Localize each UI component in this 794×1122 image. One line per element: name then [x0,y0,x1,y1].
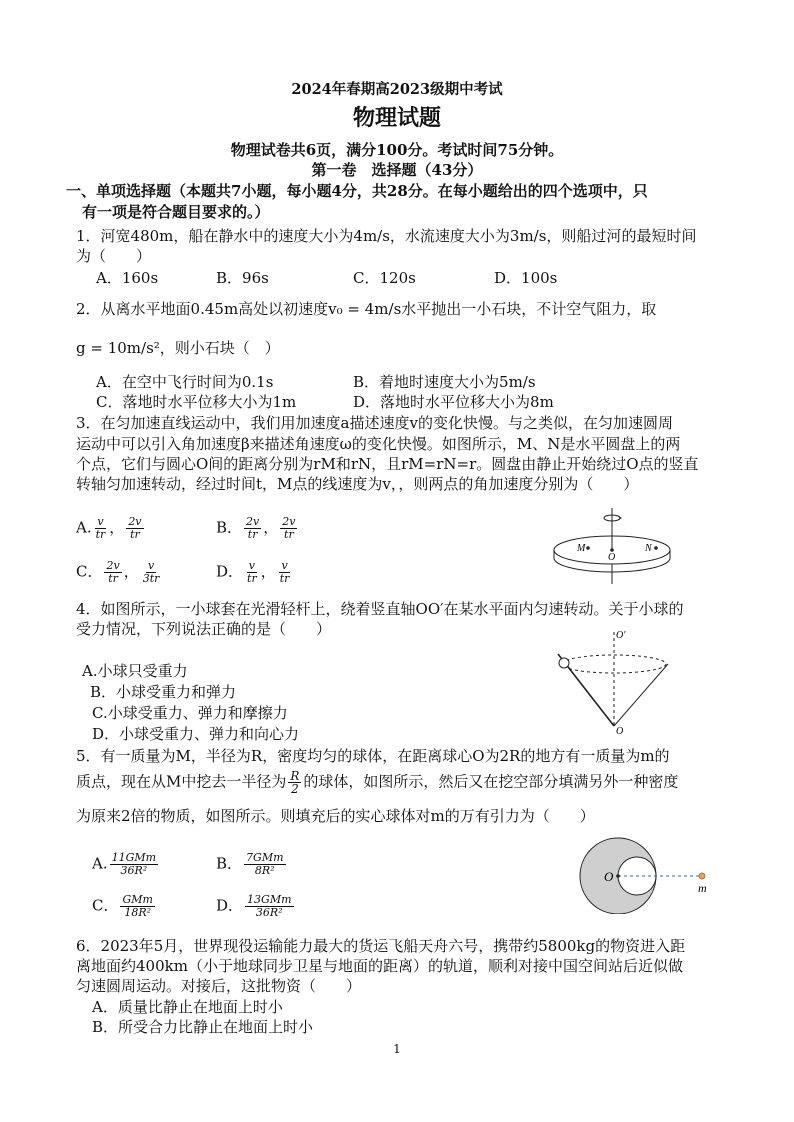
q1-stem: 1．河宽480m，船在静水中的速度大小为4m/s，水流速度大小为3m/s，则船过河的最短时间 [76,227,697,245]
q3-stem-cont3: 转轴匀加速转动，经过时间t，M点的线速度为v，，则两点的角加速度分别为（ ） [76,475,639,493]
q5-option-a: A. $\frac{\text{11GMm}}{\text{36R²}}$ [92,851,157,877]
mass-point-label: m [698,881,707,895]
q4-stem: 4．如图所示，一小球套在光滑轻杆上，绕着竖直轴OO′在某水平面内匀速转动。关于小球的 [76,600,684,618]
q2-option-a: A．在空中飞行时间为0.1s [96,373,274,391]
q6-stem: 6．2023年5月，世界现役运输能力最大的货运飞船天舟六号，携带约5800kg的物资进入距 [76,937,686,955]
fraction-r-over-2: $\frac{R}{2}$ [290,769,300,796]
point-n-label: N [645,543,652,554]
q5-option-c: C． $\frac{\text{GMm}}{\text{18R²}}$ [92,893,153,919]
axis-top-label: O′ [616,630,626,641]
q3-stem-cont1: 运动中可以引入角加速度β来描述角速度ω的变化快慢。如图所示，M、N是水平圆盘上的两 [76,435,681,453]
q4-option-d: D．小球受重力、弹力和向心力 [92,725,300,743]
q4-option-c: C.小球受重力、弹力和摩擦力 [92,704,288,722]
q3-option-c: C． $\frac{2v}{tr}$ ， $\frac{v}{3tr}$ [76,559,160,585]
q6-stem-cont2: 匀速圆周运动。对接后，这批物资（ ） [76,977,362,995]
q2-option-b: B．着地时速度大小为5m/s [353,373,536,391]
q3-option-b: B． $\frac{2v}{tr}$ ， $\frac{2v}{tr}$ [216,515,296,541]
q1-stem-cont: 为（ ） [76,247,152,265]
q3-option-a: A. $\frac{v}{tr}$ ， $\frac{2v}{tr}$ [76,515,142,541]
q2-option-d: D．落地时水平位移大小为8m [353,393,554,411]
q3-stem-cont2: 个点，它们与圆心O间的距离分别为rM和rN，且rM=rN=r。圆盘由静止开始绕过O点的竖直 [76,455,699,473]
q1-option-c: C．120s [353,269,416,287]
q2-option-c: C．落地时水平位移大小为1m [96,393,297,411]
subject-title: 物理试题 [352,105,441,131]
q5-stem-cont2: 为原来2倍的物质，如图所示。则填充后的实心球体对m的万有引力为（ ） [76,807,595,825]
part-title: 第一卷 选择题（43分） [311,161,483,179]
page-number: 1 [393,1042,401,1056]
exam-info: 物理试卷共6页，满分100分。考试时间75分钟。 [230,141,564,159]
q4-option-a: A.小球只受重力 [82,662,188,680]
section-title-cont: 有一项是符合题目要求的。） [82,203,270,221]
q1-option-d: D．100s [494,269,558,287]
q4-option-b: B．小球受重力和弹力 [90,683,237,701]
q1-option-b: B．96s [216,269,269,287]
section-title: 一、单项选择题（本题共7小题，每小题4分，共28分。在每小题给出的四个选项中，只 [66,182,648,200]
q6-option-b: B．所受合力比静止在地面上时小 [92,1018,314,1036]
hollowed-sphere-figure [574,834,714,914]
q5-stem-cont1: 质点，现在从M中挖去一半径为 $\frac{R}{2}$ 的球体，如图所示，然后又在挖空部分填满另外一种密度 [76,769,679,796]
q1-option-a: A．160s [96,269,159,287]
rotating-disc-figure [552,506,682,586]
exam-title: 2024年春期高2023级期中考试 [291,81,503,98]
axis-bottom-label: O [616,726,624,737]
q3-stem: 3．在匀加速直线运动中，我们用加速度a描述速度v的变化快慢。与之类似，在匀加速圆周 [76,414,673,432]
q5-stem: 5．有一质量为M，半径为R，密度均匀的球体，在距离球心O为2R的地方有一质量为m的 [76,747,670,765]
q5-option-d: D． $\frac{\text{13GMm}}{\text{36R²}}$ [216,893,292,919]
point-o-label: O [608,552,616,563]
cone-rod-figure [552,626,682,738]
q3-option-d: D． $\frac{v}{tr}$ ， $\frac{v}{tr}$ [216,559,290,585]
q2-stem-cont: g = 10m/s²，则小石块（ ） [76,339,280,357]
sphere-center-label: O [604,869,614,884]
q6-option-a: A．质量比静止在地面上时小 [92,998,283,1016]
q6-stem-cont1: 离地面约400km（小于地球同步卫星与地面的距离）的轨道，顺利对接中国空间站后近似做 [76,957,683,975]
q4-stem-cont: 受力情况，下列说法正确的是（ ） [76,620,332,638]
q5-option-b: B． $\frac{\text{7GMm}}{\text{8R²}}$ [216,851,284,877]
point-m-label: M [577,543,586,554]
q2-stem: 2．从离水平地面0.45m高处以初速度v₀ = 4m/s水平抛出一小石块，不计空气阻力，取 [76,300,657,318]
